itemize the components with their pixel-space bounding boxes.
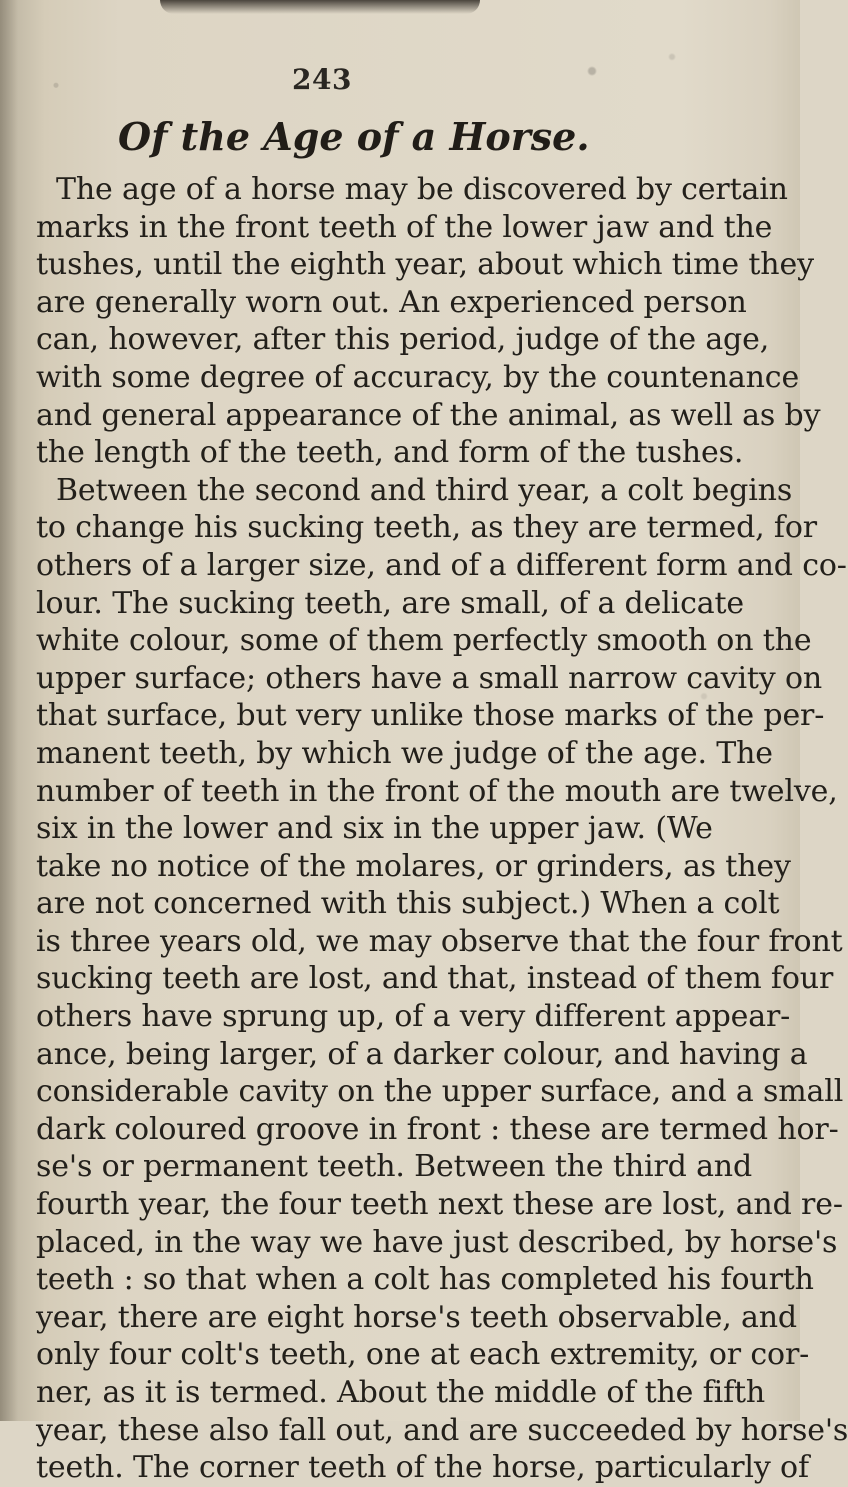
body-text xyxy=(36,171,848,1487)
page-number: 243 xyxy=(292,63,352,96)
page-binding-edge xyxy=(0,0,18,1421)
text-line: the length of the teeth, and form of the tushes. xyxy=(36,435,744,471)
text-line: six in the lower and six in the upper jaw. (We xyxy=(36,811,713,847)
text-line: teeth. The corner teeth of the horse, particularly of xyxy=(36,1450,809,1486)
text-line: Between the second and third year, a colt begins xyxy=(56,472,793,508)
text-line: The age of a horse may be discovered by certain xyxy=(56,172,788,207)
text-line: to change his sucking teeth, as they are termed, for xyxy=(36,510,817,546)
text-line: number of teeth in the front of the mouth are twelve, xyxy=(36,773,838,809)
text-line: lour. The sucking teeth, are small, of a delicate xyxy=(36,585,745,621)
text-line: considerable cavity on the upper surface, and a small xyxy=(36,1074,844,1110)
text-line: that surface, but very unlike those marks of the per- xyxy=(36,698,825,734)
text-line: can, however, after this period, judge of the age, xyxy=(36,322,770,358)
text-line: upper surface; others have a small narrow cavity on xyxy=(36,660,823,696)
text-line: are generally worn out. An experienced person xyxy=(36,284,747,320)
text-line: se's or permanent teeth. Between the third and xyxy=(36,1149,753,1185)
text-line: others of a larger size, and of a different form and co- xyxy=(36,547,847,583)
text-line: only four colt's teeth, one at each extremity, or cor- xyxy=(36,1337,810,1373)
page-top-shadow xyxy=(160,0,480,14)
text-line: manent teeth, by which we judge of the age. The xyxy=(36,735,773,771)
text-line: ner, as it is termed. About the middle of the fifth xyxy=(36,1375,766,1410)
text-line: placed, in the way we have just described, by horse's xyxy=(36,1224,838,1260)
text-line: with some degree of accuracy, by the countenance xyxy=(36,359,800,395)
text-line: tushes, until the eighth year, about which time they xyxy=(36,247,814,283)
text-line: year, these also fall out, and are succeeded by horse's xyxy=(36,1412,848,1448)
text-line: year, there are eight horse's teeth observable, and xyxy=(36,1299,797,1335)
text-line: are not concerned with this subject.) When a colt xyxy=(36,886,780,922)
text-line: fourth year, the four teeth next these are lost, and re- xyxy=(36,1187,843,1223)
text-line: others have sprung up, of a very different appear- xyxy=(36,999,791,1035)
text-line: white colour, some of them perfectly smooth on the xyxy=(36,623,812,659)
text-line: dark coloured groove in front : these are termed hor- xyxy=(36,1111,839,1147)
text-line: ance, being larger, of a darker colour, and having a xyxy=(36,1036,808,1072)
text-line: take no notice of the molares, or grinders, as they xyxy=(36,848,791,884)
text-line: and general appearance of the animal, as well as by xyxy=(36,397,821,433)
text-line: sucking teeth are lost, and that, instead of them four xyxy=(36,961,834,997)
text-line: teeth : so that when a colt has completed his fourth xyxy=(36,1262,814,1298)
text-line: is three years old, we may observe that the four front xyxy=(36,923,843,959)
page-heading: Of the Age of a Horse. xyxy=(118,114,590,159)
text-line: marks in the front teeth of the lower jaw and the xyxy=(36,209,773,245)
